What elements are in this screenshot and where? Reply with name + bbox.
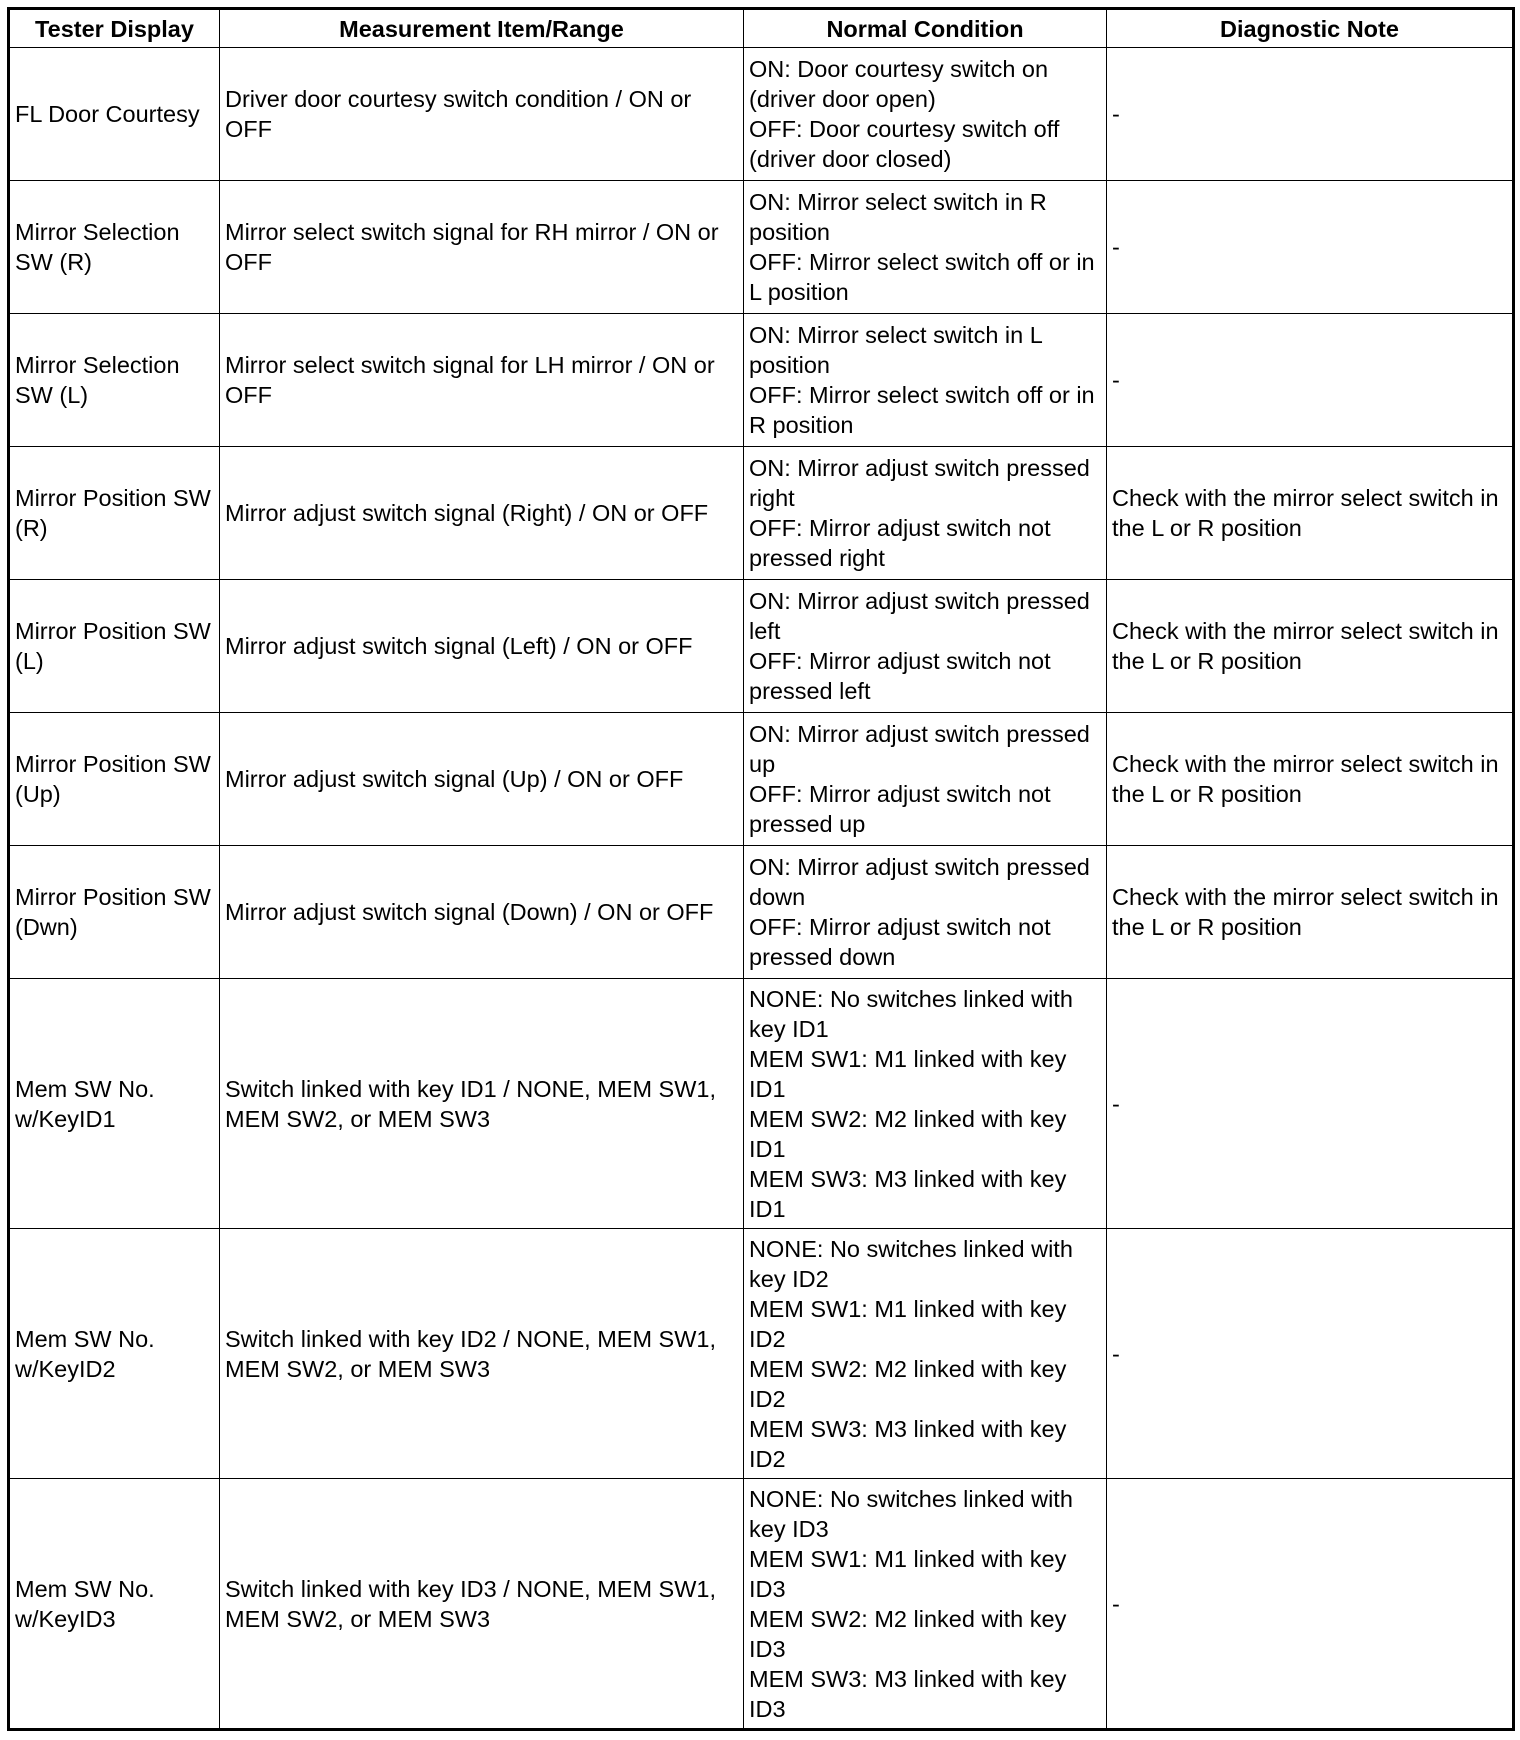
diagnostic-note-cell: - — [1107, 48, 1514, 181]
tester-display-cell: Mirror Position SW (R) — [9, 447, 220, 580]
normal-condition-cell — [744, 846, 1107, 979]
normal-condition-line: MEM SW3: M3 linked with key ID1 — [749, 1165, 1067, 1222]
data-list-table — [7, 7, 1515, 1731]
diagnostic-note-cell: - — [1107, 314, 1514, 447]
measurement-item-cell: Driver door courtesy switch condition / ON or OFF — [220, 48, 744, 181]
normal-condition-line: OFF: Mirror adjust switch not pressed down — [749, 914, 1051, 970]
normal-condition-line: NONE: No switches linked with key ID3 — [749, 1485, 1073, 1542]
tester-display-cell: Mem SW No. w/KeyID1 — [9, 979, 220, 1229]
normal-condition-line: OFF: Mirror adjust switch not pressed up — [749, 781, 1051, 837]
diagnostic-note-cell: - — [1107, 1229, 1514, 1479]
header-row — [9, 9, 1514, 48]
measurement-item-cell: Mirror select switch signal for LH mirror / ON or OFF — [220, 314, 744, 447]
table-row — [9, 1229, 1514, 1479]
normal-condition-line: NONE: No switches linked with key ID1 — [749, 985, 1073, 1042]
diagnostic-note-cell: Check with the mirror select switch in the L or R position — [1107, 713, 1514, 846]
column-header-tester-display: Tester Display — [9, 9, 220, 48]
diagnostic-note-cell: - — [1107, 181, 1514, 314]
normal-condition-line: OFF: Door courtesy switch off (driver door closed) — [749, 116, 1060, 172]
tester-display-cell: Mirror Position SW (L) — [9, 580, 220, 713]
normal-condition-cell — [744, 979, 1107, 1229]
tester-display-cell: Mem SW No. w/KeyID3 — [9, 1479, 220, 1730]
normal-condition-line: OFF: Mirror adjust switch not pressed left — [749, 648, 1051, 704]
measurement-item-cell: Switch linked with key ID2 / NONE, MEM SW1, MEM SW2, or MEM SW3 — [220, 1229, 744, 1479]
normal-condition-cell — [744, 314, 1107, 447]
normal-condition-cell — [744, 48, 1107, 181]
tester-display-cell: Mirror Selection SW (L) — [9, 314, 220, 447]
normal-condition-line: MEM SW3: M3 linked with key ID2 — [749, 1415, 1067, 1472]
normal-condition-line: MEM SW2: M2 linked with key ID3 — [749, 1605, 1067, 1662]
normal-condition-cell — [744, 580, 1107, 713]
diagnostic-note-cell: Check with the mirror select switch in the L or R position — [1107, 447, 1514, 580]
diagnostic-note-cell: - — [1107, 979, 1514, 1229]
normal-condition-line: OFF: Mirror select switch off or in R position — [749, 382, 1095, 438]
table-row — [9, 447, 1514, 580]
diagnostic-note-cell: Check with the mirror select switch in the L or R position — [1107, 580, 1514, 713]
table-row — [9, 846, 1514, 979]
measurement-item-cell: Mirror adjust switch signal (Down) / ON or OFF — [220, 846, 744, 979]
normal-condition-line: OFF: Mirror adjust switch not pressed right — [749, 515, 1051, 571]
table-body — [9, 48, 1514, 1730]
measurement-item-cell: Switch linked with key ID1 / NONE, MEM SW1, MEM SW2, or MEM SW3 — [220, 979, 744, 1229]
diagnostic-note-cell: - — [1107, 1479, 1514, 1730]
normal-condition-line: ON: Door courtesy switch on (driver door open) — [749, 56, 1049, 112]
table-row — [9, 314, 1514, 447]
diagnostic-note-cell: Check with the mirror select switch in the L or R position — [1107, 846, 1514, 979]
normal-condition-cell — [744, 181, 1107, 314]
normal-condition-cell — [744, 1479, 1107, 1730]
normal-condition-line: MEM SW3: M3 linked with key ID3 — [749, 1665, 1067, 1722]
normal-condition-line: NONE: No switches linked with key ID2 — [749, 1235, 1073, 1292]
table-row — [9, 979, 1514, 1229]
table-row — [9, 713, 1514, 846]
measurement-item-cell: Mirror select switch signal for RH mirror / ON or OFF — [220, 181, 744, 314]
measurement-item-cell: Switch linked with key ID3 / NONE, MEM SW1, MEM SW2, or MEM SW3 — [220, 1479, 744, 1730]
column-header-diagnostic-note: Diagnostic Note — [1107, 9, 1514, 48]
normal-condition-line: ON: Mirror adjust switch pressed right — [749, 455, 1090, 511]
tester-display-cell: Mem SW No. w/KeyID2 — [9, 1229, 220, 1479]
normal-condition-line: ON: Mirror adjust switch pressed down — [749, 854, 1090, 910]
table-row — [9, 580, 1514, 713]
normal-condition-line: MEM SW2: M2 linked with key ID2 — [749, 1355, 1067, 1412]
column-header-normal-condition: Normal Condition — [744, 9, 1107, 48]
normal-condition-line: ON: Mirror select switch in R position — [749, 189, 1047, 245]
normal-condition-line: MEM SW1: M1 linked with key ID1 — [749, 1045, 1067, 1102]
tester-display-cell: FL Door Courtesy — [9, 48, 220, 181]
tester-display-cell: Mirror Position SW (Up) — [9, 713, 220, 846]
table-row — [9, 48, 1514, 181]
normal-condition-line: ON: Mirror adjust switch pressed left — [749, 588, 1090, 644]
measurement-item-cell: Mirror adjust switch signal (Up) / ON or OFF — [220, 713, 744, 846]
table-header — [9, 9, 1514, 48]
column-header-measurement-item: Measurement Item/Range — [220, 9, 744, 48]
table-row — [9, 1479, 1514, 1730]
data-list-table-container — [7, 7, 1512, 1731]
normal-condition-line: MEM SW1: M1 linked with key ID2 — [749, 1295, 1067, 1352]
table-row — [9, 181, 1514, 314]
normal-condition-line: OFF: Mirror select switch off or in L position — [749, 249, 1095, 305]
normal-condition-line: MEM SW2: M2 linked with key ID1 — [749, 1105, 1067, 1162]
normal-condition-cell — [744, 447, 1107, 580]
normal-condition-cell — [744, 713, 1107, 846]
tester-display-cell: Mirror Position SW (Dwn) — [9, 846, 220, 979]
tester-display-cell: Mirror Selection SW (R) — [9, 181, 220, 314]
normal-condition-line: MEM SW1: M1 linked with key ID3 — [749, 1545, 1067, 1602]
measurement-item-cell: Mirror adjust switch signal (Right) / ON or OFF — [220, 447, 744, 580]
measurement-item-cell: Mirror adjust switch signal (Left) / ON or OFF — [220, 580, 744, 713]
normal-condition-cell — [744, 1229, 1107, 1479]
normal-condition-line: ON: Mirror adjust switch pressed up — [749, 721, 1090, 777]
normal-condition-line: ON: Mirror select switch in L position — [749, 322, 1042, 378]
